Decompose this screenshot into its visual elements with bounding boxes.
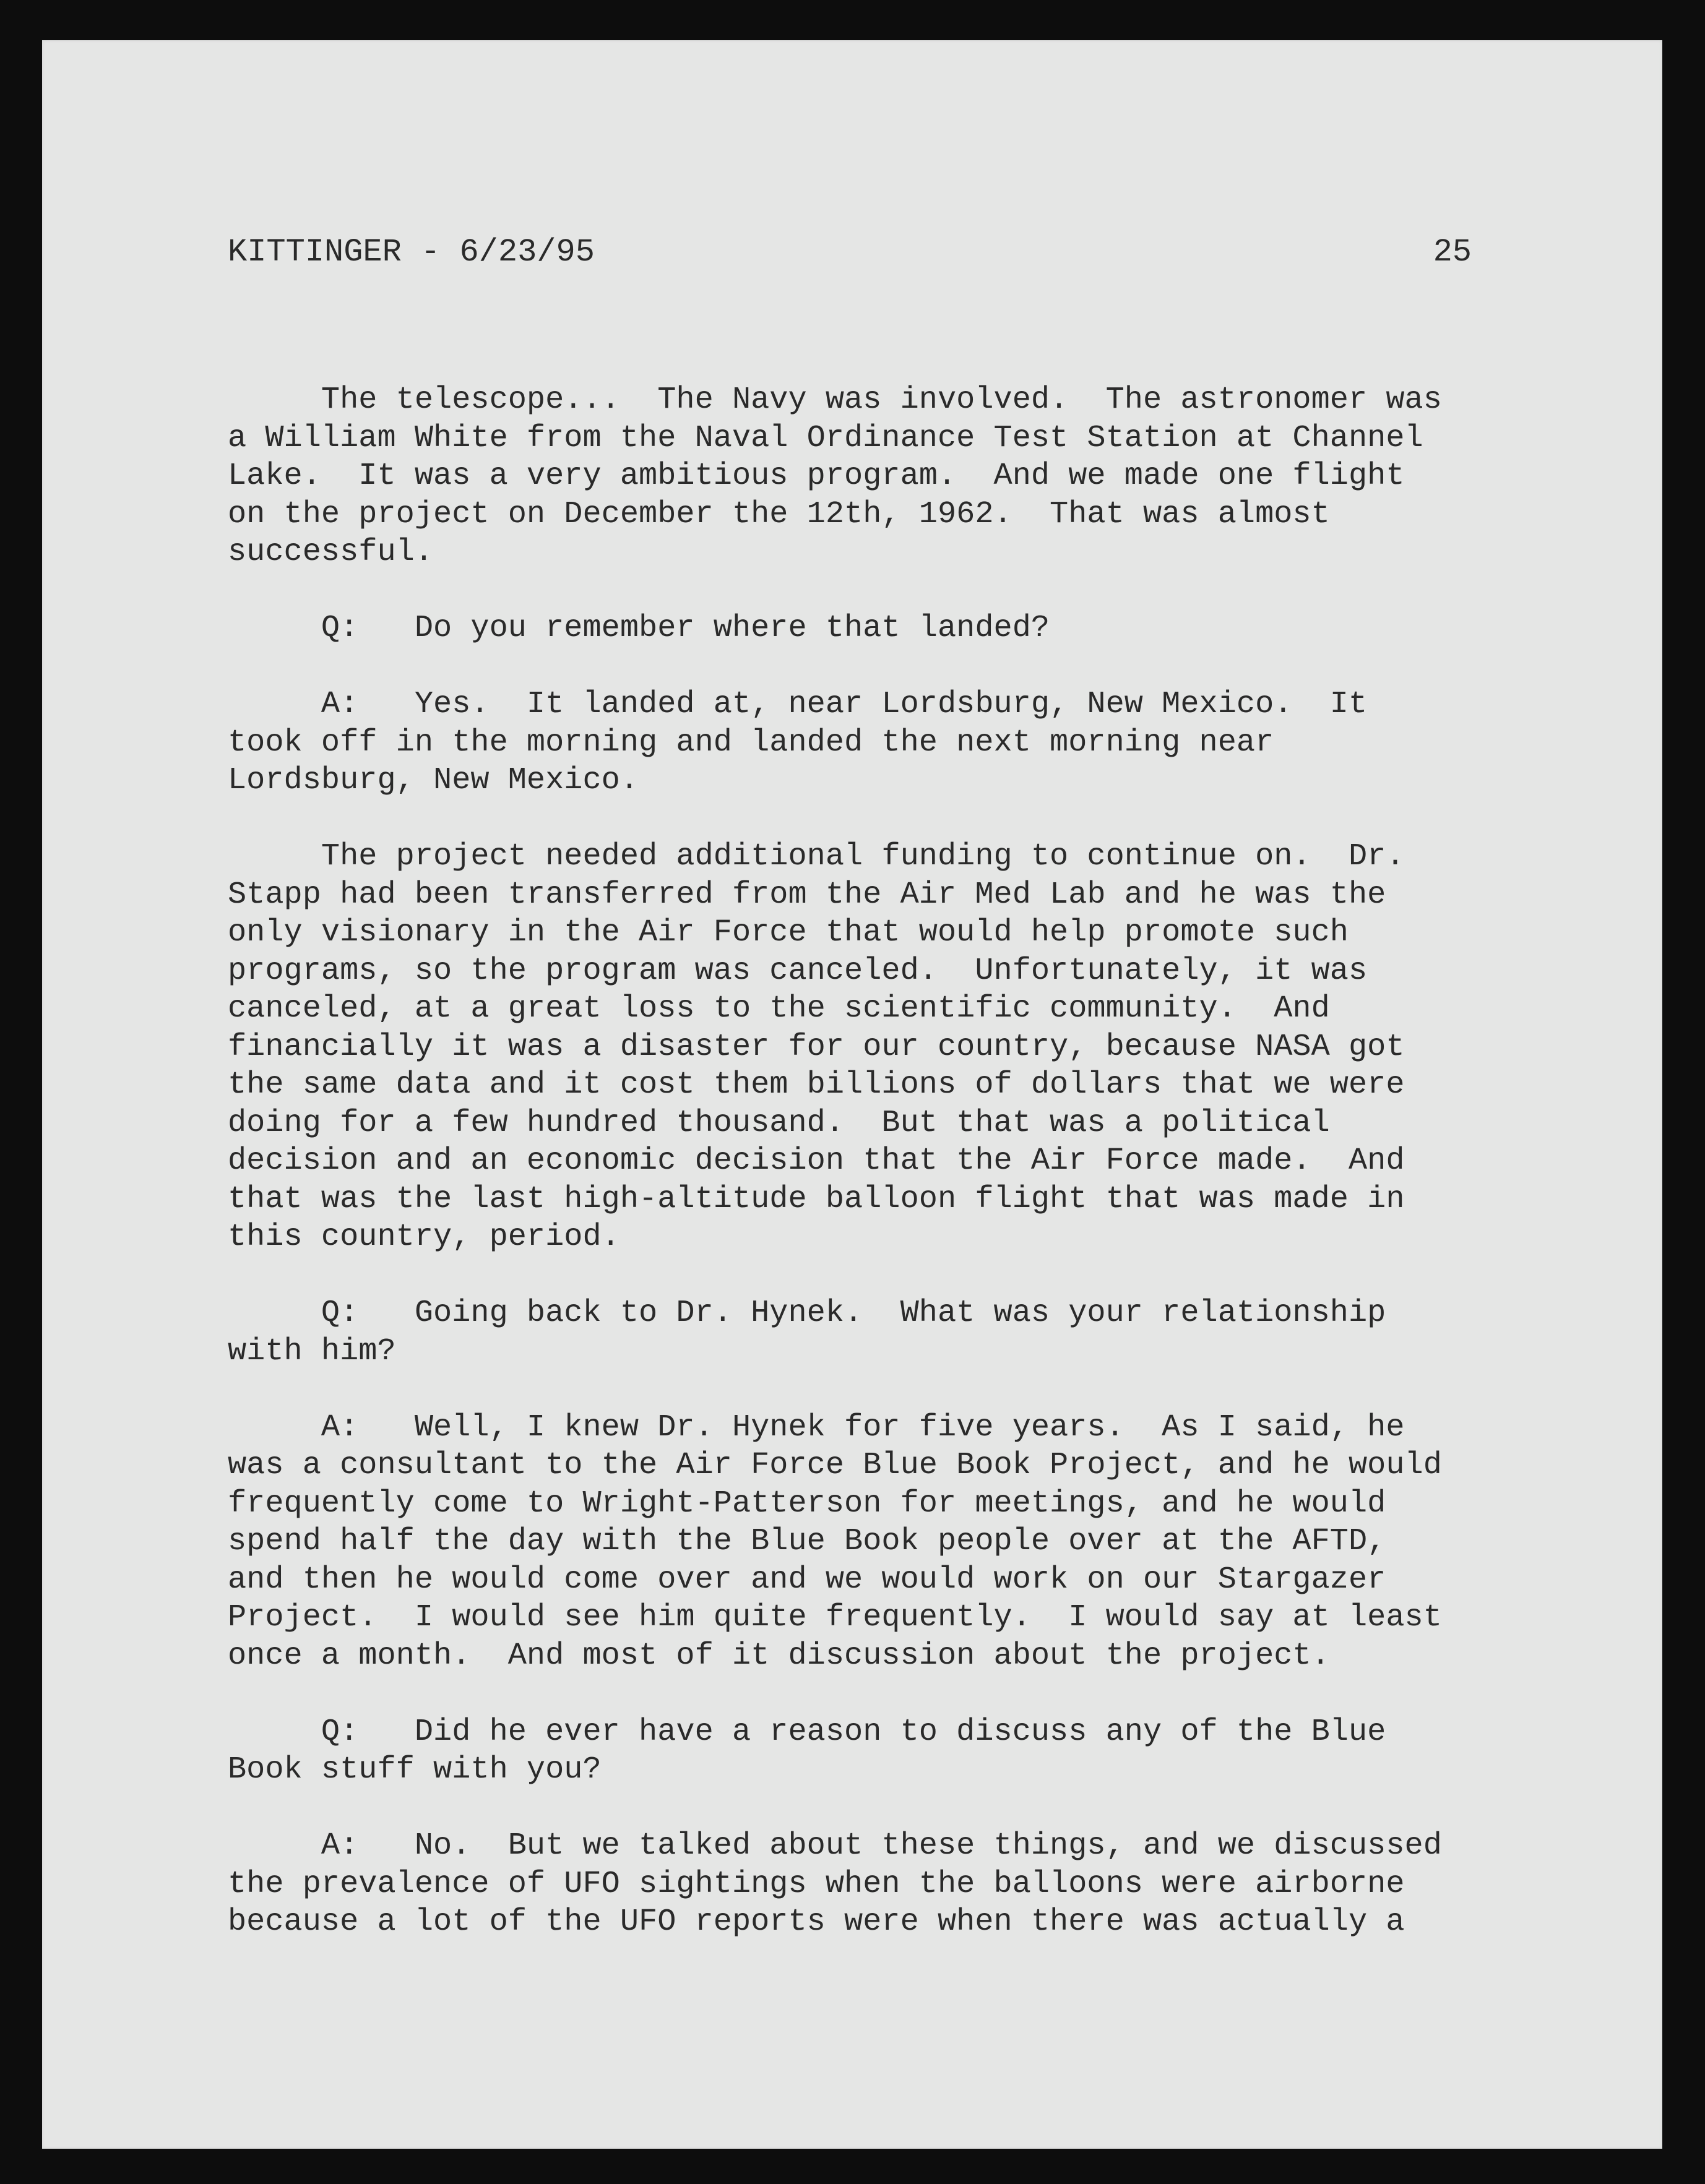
text-line: Book stuff with you?: [228, 1752, 602, 1787]
transcript-paragraph: [228, 609, 1496, 648]
transcript-body: [228, 381, 1496, 1979]
text-line: Lordsburg, New Mexico.: [228, 763, 639, 798]
text-line: A: Well, I knew Dr. Hynek for five years. As I said, he: [228, 1409, 1405, 1445]
text-line: Q: Going back to Dr. Hynek. What was your relationship: [228, 1296, 1386, 1331]
text-line: with him?: [228, 1333, 396, 1369]
transcript-paragraph: [228, 381, 1496, 572]
paper-sheet: [42, 40, 1662, 2149]
transcript-paragraph: [228, 1409, 1496, 1675]
text-line: The telescope... The Navy was involved. The astronomer was: [228, 382, 1442, 418]
text-line: spend half the day with the Blue Book people over at the AFTD,: [228, 1524, 1386, 1559]
text-line: a William White from the Naval Ordinance Test Station at Channel: [228, 420, 1423, 456]
transcript-paragraph: [228, 1827, 1496, 1941]
text-line: Q: Do you remember where that landed?: [228, 611, 1050, 646]
text-line: A: Yes. It landed at, near Lordsburg, New Mexico. It: [228, 687, 1368, 722]
text-line: Q: Did he ever have a reason to discuss any of the Blue: [228, 1714, 1386, 1750]
text-line: was a consultant to the Air Force Blue Book Project, and he would: [228, 1448, 1442, 1483]
text-line: canceled, at a great loss to the scientific community. And: [228, 991, 1330, 1026]
text-line: frequently come to Wright-Patterson for meetings, and he would: [228, 1485, 1386, 1521]
transcript-paragraph: [228, 1713, 1496, 1789]
text-line: once a month. And most of it discussion about the project.: [228, 1638, 1330, 1674]
text-line: this country, period.: [228, 1219, 620, 1255]
text-line: Lake. It was a very ambitious program. And we made one flight: [228, 458, 1405, 494]
text-line: only visionary in the Air Force that would help promote such: [228, 915, 1349, 950]
transcript-paragraph: [228, 1294, 1496, 1370]
text-line: the prevalence of UFO sightings when the balloons were airborne: [228, 1866, 1405, 1902]
transcript-paragraph: [228, 838, 1496, 1257]
text-line: Project. I would see him quite frequently. I would say at least: [228, 1600, 1442, 1635]
text-line: The project needed additional funding to continue on. Dr.: [228, 839, 1405, 874]
text-line: Stapp had been transferred from the Air Med Lab and he was the: [228, 877, 1386, 913]
text-line: the same data and it cost them billions of dollars that we were: [228, 1067, 1405, 1103]
text-line: that was the last high-altitude balloon flight that was made in: [228, 1181, 1405, 1217]
text-line: and then he would come over and we would work on our Stargazer: [228, 1562, 1386, 1597]
text-line: because a lot of the UFO reports were when there was actually a: [228, 1904, 1405, 1940]
text-line: financially it was a disaster for our country, because NASA got: [228, 1029, 1405, 1065]
text-line: doing for a few hundred thousand. But that was a political: [228, 1105, 1330, 1141]
transcript-paragraph: [228, 686, 1496, 800]
page-number: 25: [1433, 234, 1472, 270]
text-line: took off in the morning and landed the next morning near: [228, 724, 1274, 760]
page-header: [228, 234, 1472, 283]
text-line: programs, so the program was canceled. Unfortunately, it was: [228, 953, 1368, 989]
text-line: on the project on December the 12th, 1962. That was almost: [228, 496, 1330, 532]
text-line: successful.: [228, 535, 434, 570]
text-line: A: No. But we talked about these things, and we discussed: [228, 1828, 1442, 1864]
header-title: KITTINGER - 6/23/95: [228, 234, 595, 270]
text-line: decision and an economic decision that the Air Force made. And: [228, 1143, 1405, 1179]
